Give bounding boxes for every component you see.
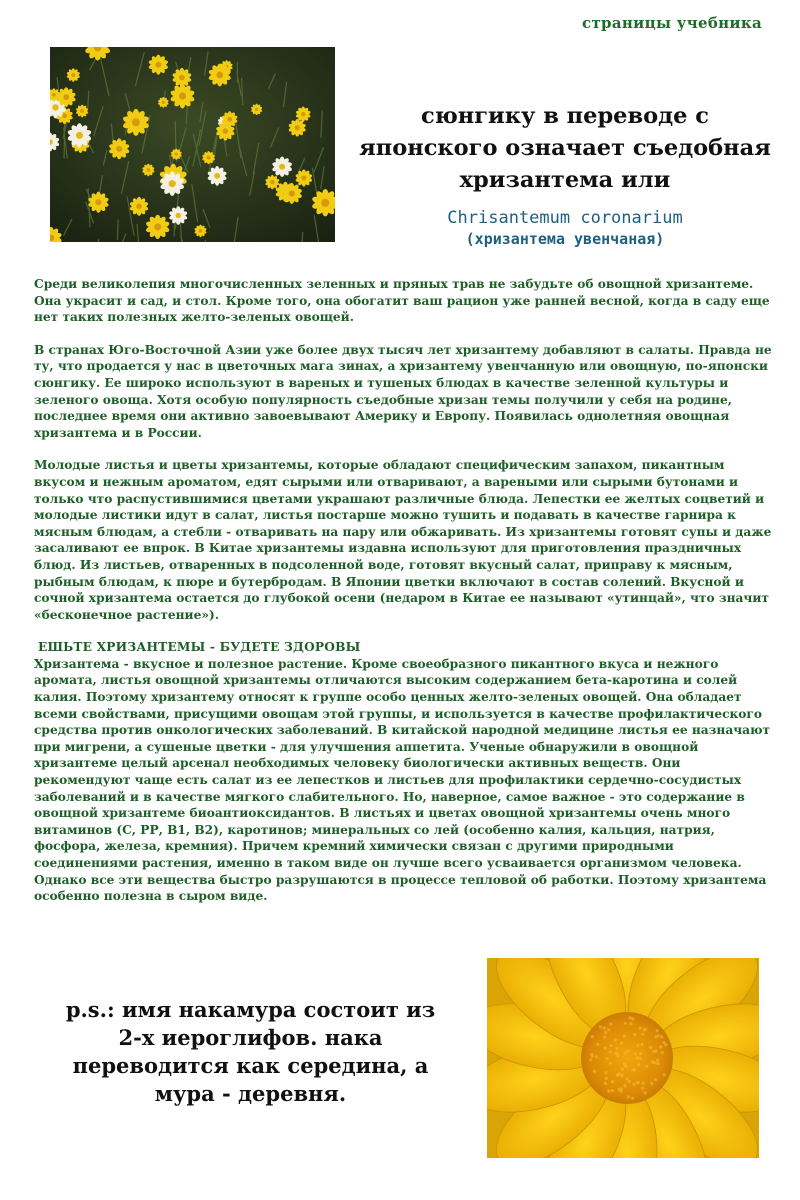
ps-note [48,996,453,1108]
article-body [34,276,774,905]
paragraph-cooking: Молодые листья и цветы хризантемы, которые обладают специфическим запахом, пикантным вкусом и нежным ароматом, едят сырыми или отваривают, а вареными или сырыми бутонами и только что распустившимися цветами украшают различные блюда. Лепестки ее желтых соцветий и молодые листики идут в салат, листья постарше можно тушить и подавать в качестве гарнира к мясным блюдам, а стебли - отваривать на пару или обжаривать. Из хризантемы готовят супы и даже засаливают ее впрок. В Китае хризантемы издавна используют для приготовления праздничных блюд. Из листьев, отваренных в подсоленной воде, готовят вкусный салат, приправу к мясным, рыбным блюдам, к пюре и бутербродам. В Японии цветки включают в состав солений. Вкусной и сочной хризантема остается до глубокой осени (недаром в Китае ее называют «утинцай», что значит «бесконечное растение»). [34,458,772,622]
latin-name: Chrisantemum coronarium [447,208,683,228]
section-heading-health: ЕШЬТЕ ХРИЗАНТЕМЫ - БУДЕТЕ ЗДОРОВЫ [38,640,361,655]
daisy-field-illustration [50,47,335,242]
ps-line-1: p.s.: имя накамура состоит из [65,997,436,1022]
paragraph-intro: Среди великолепия многочисленных зеленных и пряных трав не забудьте об овощной хризантеме. Она украсит и сад, и стол. Кроме того, она обогатит ваш рацион уже ранней весной, когда в саду еще нет таких полезных желто-зеленых овощей. [34,277,770,325]
title-line-3: хризантема или [459,167,671,193]
flower-closeup-photo [487,958,759,1158]
title-block [355,100,775,249]
daisy-field-photo [50,47,335,242]
page-header-tag: страницы учебника [582,14,762,32]
paragraph-asia: В странах Юго-Восточной Азии уже более двух тысяч лет хризантему добавляют в салаты. Правда не ту, что продается у нас в цветочных мага зинах, а хризантему увенчанную или овощную, по-японски сюнгику. Ее широко используют в вареных и тушеных блюдах в качестве зеленной культуры и зеленого овоща. Хотя особую популярность съедобные хризан темы получили у себя на родине, последнее время они активно завоевывают Америку и Европу. Появилась однолетняя овощная хризантема и в России. [34,342,772,440]
title-line-1: сюнгику в переводе с [421,103,709,129]
paragraph-health: Хризантема - вкусное и полезное растение. Кроме своеобразного пикантного вкуса и нежного аромата, листья овощной хризантемы отличаются высоким содержанием бета-каротина и солей калия. Поэтому хризантему относят к группе особо ценных желто-зеленых овощей. Она обладает всеми свойствами, присущими овощам этой группы, и используется в качестве профилактического средства против онкологических заболеваний. В китайской народной медицине листья ее назначают при мигрени, а сушеные цветки - для улучшения аппетита. Ученые обнаружили в овощной хризантеме целый арсенал необходимых человеку биологически активных веществ. Они рекомендуют чаще есть салат из ее лепестков и листьев для профилактики сердечно-сосудистых заболеваний и в качестве мягкого слабительного. Но, наверное, самое важное - это содержание в овощной хризантеме биоантиоксидантов. В листьях и цветах овощной хризантемы очень много витаминов (С, РР, В1, В2), каротинов; минеральных со лей (особенно калия, кальция, натрия, фосфора, железа, кремния). Причем кремний химически связан с другими природными соединениями растения, именно в таком виде он лучше всего усваивается организмом человека. [34,656,771,870]
flower-closeup-illustration [487,958,759,1158]
ps-line-2: 2-х иероглифов. нака [118,1025,383,1050]
ps-line-3: переводится как середина, а [72,1053,429,1078]
title-line-2: японского означает съедобная [359,135,771,161]
paragraph-raw: Однако все эти вещества быстро разрушаются в процессе тепловой об работки. Поэтому хризантема особенно полезна в сыром виде. [34,872,767,904]
latin-name-translation: (хризантема увенчаная) [465,230,665,248]
ps-line-4: мура - деревня. [154,1081,347,1106]
